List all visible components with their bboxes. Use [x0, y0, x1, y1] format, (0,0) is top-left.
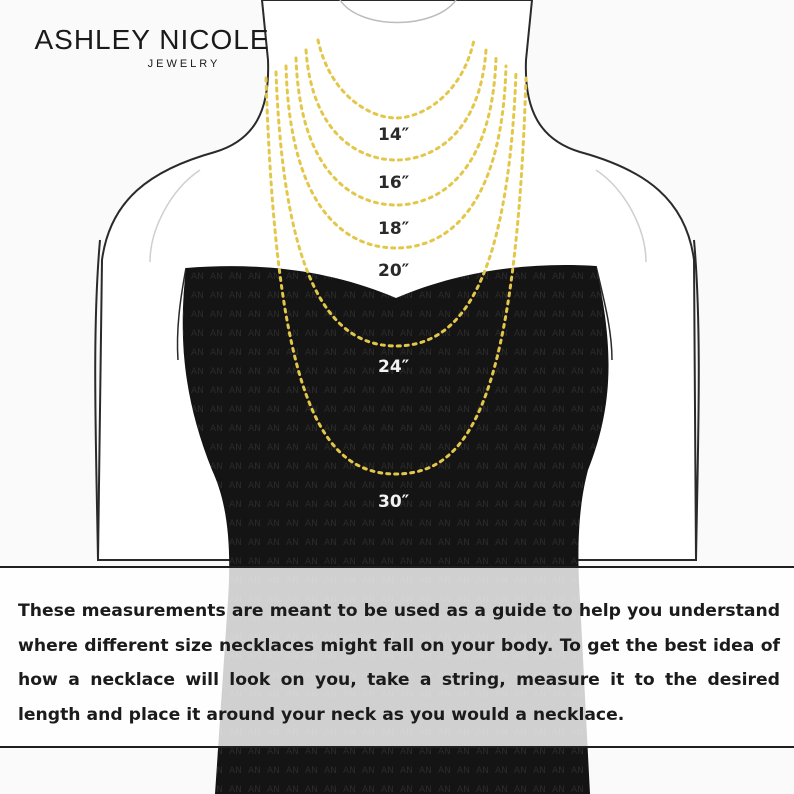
caption-box: [0, 566, 794, 748]
brand-subtitle: JEWELRY: [147, 58, 221, 70]
length-label-16: 16″: [378, 173, 410, 193]
brand-name: ASHLEY NICOLE: [34, 24, 270, 55]
length-label-18: 18″: [378, 219, 410, 239]
length-label-20: 20″: [378, 261, 410, 281]
length-label-30: 30″: [378, 492, 410, 512]
brand-logo: [30, 24, 274, 70]
length-label-24: 24″: [378, 357, 410, 377]
length-label-14: 14″: [378, 125, 410, 145]
caption-text: These measurements are meant to be used as a guide to help you understand where different size necklaces might fall on your body. To get the best idea of how a necklace will look on you, take a string, measure it to the desired length and place it around your neck as you would a necklace.: [18, 601, 780, 725]
